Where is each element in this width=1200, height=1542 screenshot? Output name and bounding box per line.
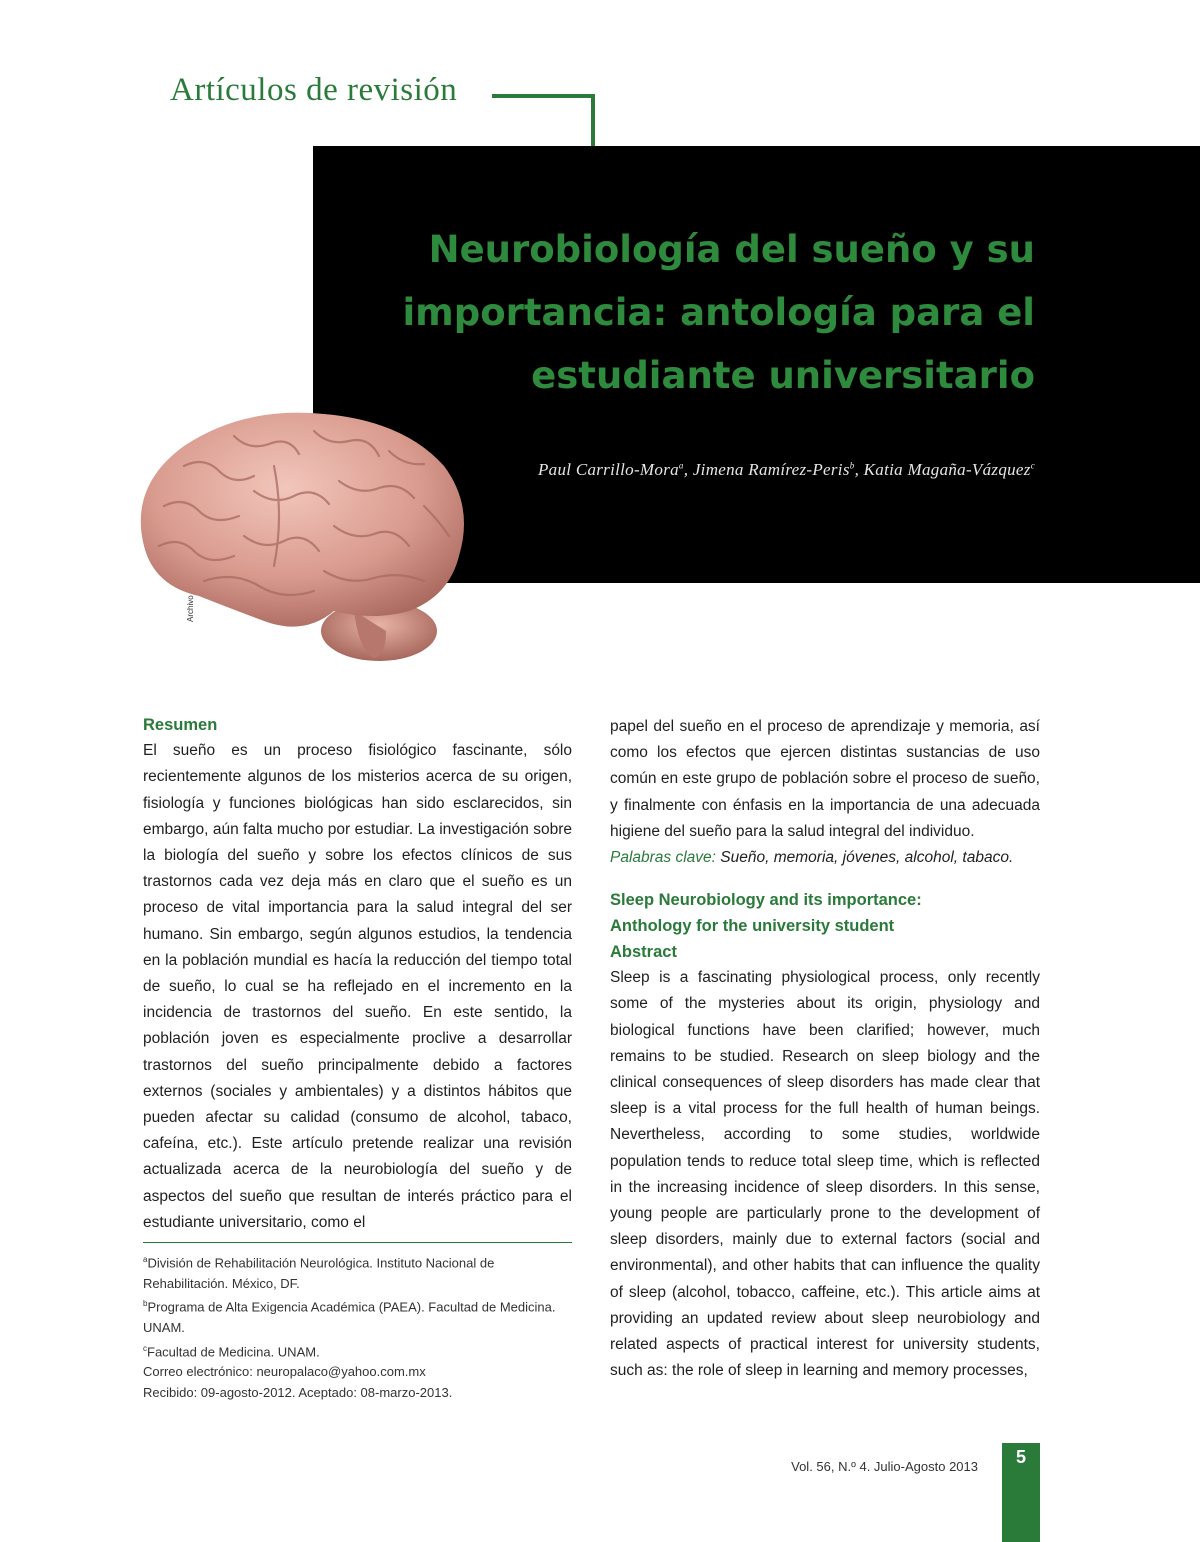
email: Correo electrónico: neuropalaco@yahoo.com.mx xyxy=(143,1364,426,1380)
author-3: Katia Magaña-Vázquez xyxy=(863,460,1031,479)
footnotes xyxy=(143,1250,572,1403)
authors: Paul Carrillo-Mora$^a$, Jimena Ramírez-Peris$^b$, Katia Magaña-Vázquez$^c$ xyxy=(537,460,1035,479)
footnote-rule xyxy=(143,1242,572,1243)
abstract-heading: Abstract xyxy=(610,943,677,962)
photo-credit: Archivo xyxy=(186,595,195,622)
author-2: Jimena Ramírez-Peris xyxy=(692,460,850,479)
section-rule xyxy=(492,94,595,98)
brain-illustration xyxy=(124,406,470,662)
section-label: Artículos de revisión xyxy=(170,72,458,108)
footnote-b: $^b$Programa de Alta Exigencia Académica (PAEA). Facultad de Medicina. UNAM. xyxy=(143,1299,556,1336)
dates: Recibido: 09-agosto-2012. Aceptado: 08-marzo-2013. xyxy=(143,1384,453,1400)
keywords-label: Palabras clave: xyxy=(610,849,716,867)
resumen-column xyxy=(143,712,572,1236)
author-1: Paul Carrillo-Mora xyxy=(537,460,679,479)
article-title: Neurobiología del sueño y su importancia: antología para el estudiante universitario xyxy=(402,228,1035,397)
page-number: 5 xyxy=(1015,1447,1026,1467)
resumen-text: El sueño es un proceso fisiológico fascinante, sólo recientemente algunos de los misterios acerca de su origen, fisiología y funciones biológicas han sido esclarecidos, sin embargo, aún falta mucho por estudiar. La investigación sobre la biología del sueño y sobre los efectos clínicos de sus trastornos cada vez deja más en claro que el sueño es un proceso de vital importancia para la salud integral del ser humano. Sin embargo, según algunos estudios, la tendencia en la población mundial es hacía la reducción del tiempo total de sueño, lo cual se ha reflejado en el incremento en la incidencia de trastornos del sueño. En este sentido, la población joven es especialmente proclive a desarrollar trastornos del sueño principalmente debido a factores externos (sociales y ambientales) y a distintos hábitos que pueden afectar su calidad (consumo de alcohol, tabaco, cafeína, etc.). Este artículo pretende realizar una revisión actualizada acerca de la neurobiología del sueño y de aspectos del sueño que resultan de interés práctico para el estudiante universitario, como el xyxy=(143,742,572,1231)
resumen-heading: Resumen xyxy=(143,716,218,734)
footnote-c: $^c$Facultad de Medicina. UNAM. xyxy=(143,1343,320,1359)
keywords xyxy=(610,845,1040,871)
keywords-list: Sueño, memoria, jóvenes, alcohol, tabaco. xyxy=(720,849,1014,867)
footnote-a: $^a$División de Rehabilitación Neurológica. Instituto Nacional de Rehabilitación. México, DF. xyxy=(143,1255,495,1291)
right-column xyxy=(610,714,1040,1384)
section-rule-vertical xyxy=(591,94,595,146)
abstract-text: Sleep is a fascinating physiological process, only recently some of the mysteries about its origin, physiology and biological functions have been clarified; however, much remains to be studied. Research on sleep biology and the clinical consequences of sleep disorders has made clear that sleep is a vital process for the full health of human beings. Nevertheless, according to some studies, worldwide population tends to reduce total sleep time, which is reflected in the increasing incidence of sleep disorders. In this sense, young people are particularly prone to the development of sleep disorders, mainly due to external factors (social and environmental), and other habits that can influence the quality of sleep (alcohol, tobacco, caffeine, etc.). This article aims at providing an updated review about sleep neurobiology and related aspects of practical interest for university students, such as: the role of sleep in learning and memory processes, xyxy=(610,969,1040,1380)
english-title: Sleep Neurobiology and its importance: Anthology for the university student Abstract xyxy=(610,887,1040,965)
resumen-continued: papel del sueño en el proceso de aprendizaje y memoria, así como los efectos que ejercen distintas sustancias de uso común en este grupo de población sobre el proceso de sueño, y finalmente con énfasis en la importancia de una adecuada higiene del sueño para la salud integral del individuo. xyxy=(610,718,1040,840)
issue-info: Vol. 56, N.º 4. Julio-Agosto 2013 xyxy=(791,1459,978,1474)
